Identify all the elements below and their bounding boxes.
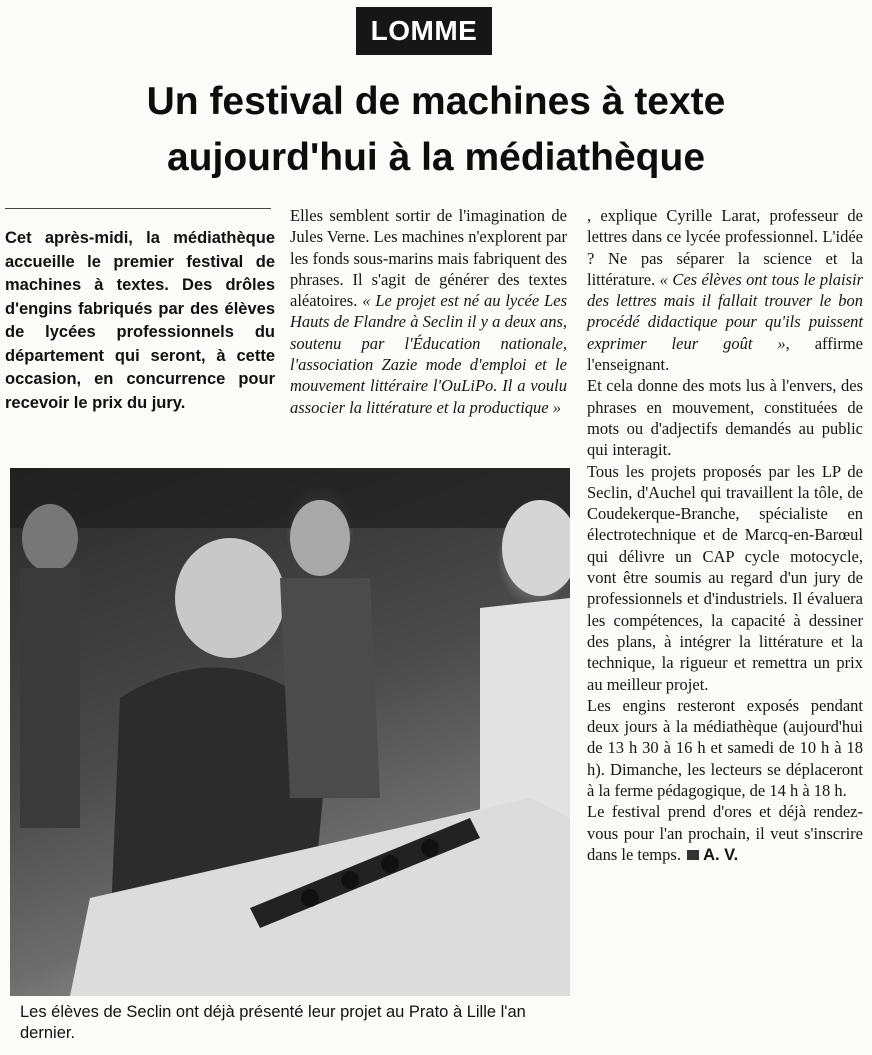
paragraph-3: Tous les projets proposés par les LP de Seclin, d'Auchel qui travaillent la tôle, de Coudekerque-Branche, spécialiste en électrotechnique et de Marcq-en-Barœul qui délivre un CAP cycle motocycle, vont être soumis au regard d'un jury de professionnels et d'industriels. Il évaluera les compétences, la capacité à dessiner des plans, à intégrer la littérature et la technique, la rigueur et remettra un prix au meilleur projet. [587,461,863,694]
paragraph-5-text: Le festival prend d'ores et déjà rendez-vous pour l'an prochain, il veut s'inscrire dans le temps. [587,802,863,864]
lede: Cet après-midi, la médiathèque accueille le premier festival de machines à textes. Des drôles d'engins fabriqués par des élèves de lycées professionnels du département qui seront, à cette occasion, en concurrence pour recevoir le prix du jury. [5,229,275,412]
photo-illustration [10,468,570,996]
article-column-3 [587,205,863,866]
headline-line-1: Un festival de machines à texte [146,80,726,123]
section-label: LOMME [356,7,492,55]
photo-caption: Les élèves de Seclin ont déjà présenté leur projet au Prato à Lille l'an dernier. [20,1003,526,1042]
quote-1: « Le projet est né au lycée Les Hauts de Flandre à Seclin il y a deux ans, soutenu par l'Éducation nationale, l'association Zazie mode d'emploi et le mouvement littéraire l'OuLiPo. Il a voulu associer la littérature et la productique » [290,291,567,417]
headline [20,74,852,186]
news-photo [10,468,570,996]
paragraph-1-continued [587,205,863,375]
paragraph-1 [290,205,567,418]
paragraph-5 [587,801,863,866]
headline-line-2: aujourd'hui à la médiathèque [166,136,706,179]
attribution-1: , explique Cyrille Larat, professeur de lettres dans ce lycée professionnel. L'idée ? Ne pas séparer la science et la littérature. [587,206,863,289]
quote-2: « Ces élèves ont tous le plaisir des lettres mais il fallait trouver le bon procédé didactique pour qu'ils puissent exprimer leur goût » [587,269,863,353]
lede-rule [5,208,271,209]
attribution-2: , affirme l'enseignant. [587,333,863,375]
paragraph-2: Et cela donne des mots lus à l'envers, des phrases en mouvement, constituées de mots ou d'adjectifs demandés au public qui interagit. [587,376,863,460]
article-column-2 [290,205,567,418]
paragraph-1-intro: Elles semblent sortir de l'imagination de Jules Verne. Les machines n'explorent par les fonds sous-marins mais fabriquent des phrases. Il s'agit de générer des textes aléatoires. [290,206,567,311]
paragraph-4: Les engins resteront exposés pendant deux jours à la médiathèque (aujourd'hui de 13 h 30 à 16 h et samedi de 10 h à 18 h). Dimanche, les lecteurs se déplaceront à la ferme pédagogique, de 14 h à 18 h. [587,695,863,801]
author-signature: A. V. [703,845,739,864]
end-mark-icon [687,850,699,860]
